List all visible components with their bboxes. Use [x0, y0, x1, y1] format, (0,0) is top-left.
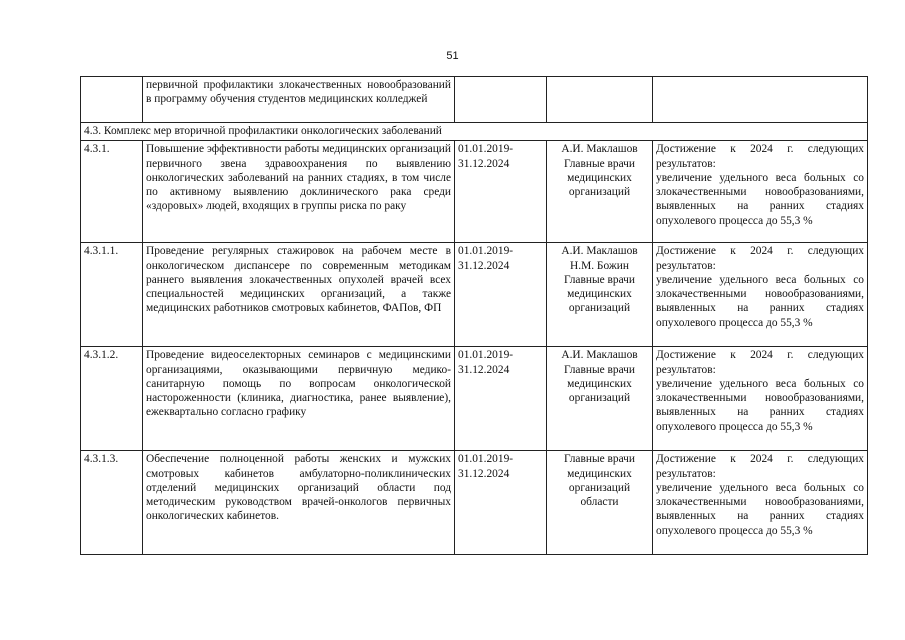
- responsible-cell: Главные врачи медицинских организаций области: [547, 451, 653, 555]
- measure-cell: Проведение видеоселекторных семинаров с медицинскими организациями, оказывающими первичную медико-санитарную помощь по вопросам онкологической настороженности (клиника, диагностика, ранее выявление), ежеквартально согласно графику: [143, 347, 455, 451]
- num-cell: 4.3.1.1.: [81, 243, 143, 347]
- measure-cell: Обеспечение полноценной работы женских и мужских смотровых кабинетов амбулаторно-поликлинических отделений медицинских организаций области под методическим руководством врачей-онкологов первичных онкологических кабинетов.: [143, 451, 455, 555]
- result-cell: Достижение к 2024 г. следующих результатов: увеличение удельного веса больных со злокачественными новообразованиями, выявленных на ранних стадиях опухолевого процесса до 55,3 %: [653, 451, 868, 555]
- table-row: [81, 141, 868, 243]
- num-cell: 4.3.1.3.: [81, 451, 143, 555]
- num-cell: 4.3.1.2.: [81, 347, 143, 451]
- num-cell: 4.3.1.: [81, 141, 143, 243]
- table-row-continuation: [81, 77, 868, 123]
- result-cell: Достижение к 2024 г. следующих результатов: увеличение удельного веса больных со злокачественными новообразованиями, выявленных на ранних стадиях опухолевого процесса до 55,3 %: [653, 347, 868, 451]
- table-row: [81, 243, 868, 347]
- responsible-cell: А.И. Маклашов Главные врачи медицинских организаций: [547, 141, 653, 243]
- section-heading: 4.3. Комплекс мер вторичной профилактики онкологических заболеваний: [81, 123, 868, 141]
- measures-table: [80, 76, 868, 555]
- measure-cell: Повышение эффективности работы медицинских организаций первичного звена здравоохранения по выявлению онкологических заболеваний на ранних стадиях, в том числе по активному выявлению доклинического рака среди «здоровых» людей, входящих в группы риска по раку: [143, 141, 455, 243]
- measure-cell: первичной профилактики злокачественных новообразований в программу обучения студентов медицинских колледжей: [143, 77, 455, 123]
- result-cell: Достижение к 2024 г. следующих результатов: увеличение удельного веса больных со злокачественными новообразованиями, выявленных на ранних стадиях опухолевого процесса до 55,3 %: [653, 141, 868, 243]
- page-number: 51: [446, 50, 459, 62]
- table-row: [81, 451, 868, 555]
- responsible-cell: [547, 77, 653, 123]
- result-cell: Достижение к 2024 г. следующих результатов: увеличение удельного веса больных со злокачественными новообразованиями, выявленных на ранних стадиях опухолевого процесса до 55,3 %: [653, 243, 868, 347]
- responsible-cell: А.И. Маклашов Главные врачи медицинских организаций: [547, 347, 653, 451]
- dates-cell: 01.01.2019- 31.12.2024: [455, 141, 547, 243]
- dates-cell: [455, 77, 547, 123]
- section-heading-row: [81, 123, 868, 141]
- responsible-cell: А.И. Маклашов Н.М. Божин Главные врачи медицинских организаций: [547, 243, 653, 347]
- num-cell: [81, 77, 143, 123]
- dates-cell: 01.01.2019- 31.12.2024: [455, 243, 547, 347]
- dates-cell: 01.01.2019- 31.12.2024: [455, 451, 547, 555]
- measure-cell: Проведение регулярных стажировок на рабочем месте в онкологическом диспансере по современным методикам раннего выявления злокачественных опухолей врачей всех специальностей медицинских организаций, а также медицинских работников смотровых кабинетов, ФАПов, ФП: [143, 243, 455, 347]
- dates-cell: 01.01.2019- 31.12.2024: [455, 347, 547, 451]
- table-row: [81, 347, 868, 451]
- result-cell: [653, 77, 868, 123]
